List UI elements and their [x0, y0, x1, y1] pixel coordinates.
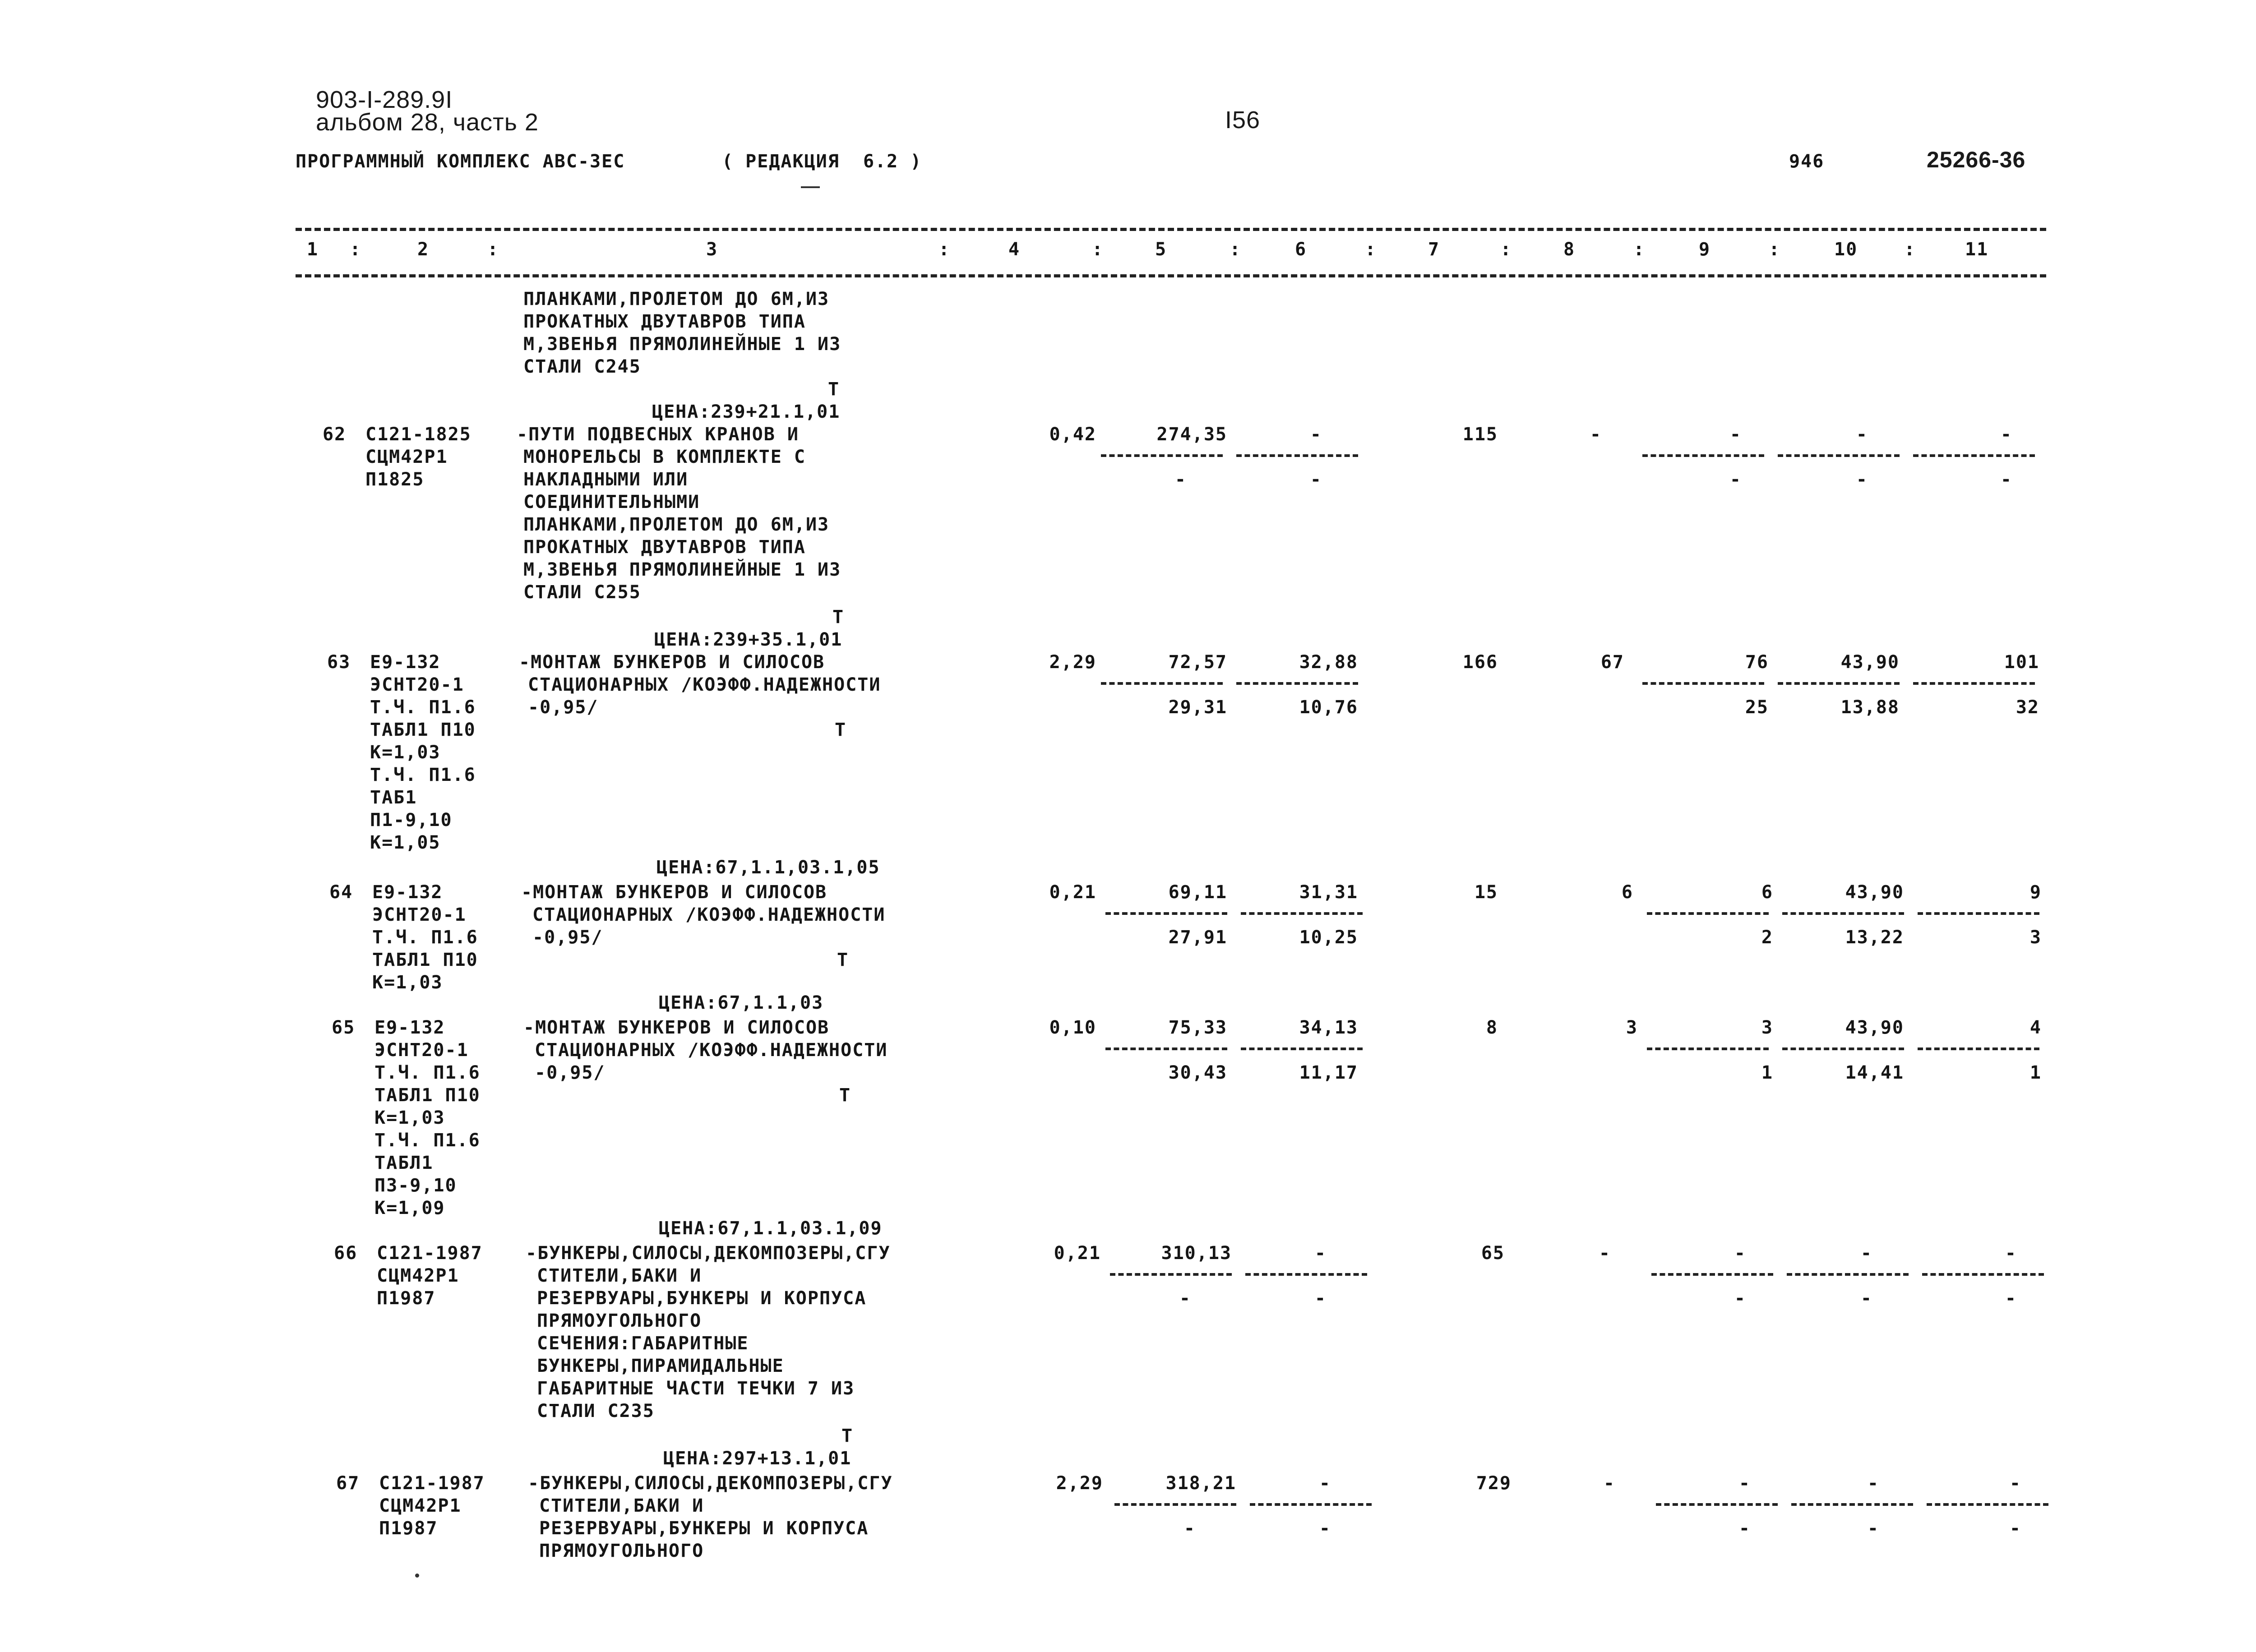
cell-col10-lower: 13,88: [1840, 697, 1900, 718]
row-code-line: Т.Ч. П1.6: [370, 765, 476, 785]
row-t-mark: Т: [839, 1085, 851, 1106]
row-t-mark: Т: [835, 720, 847, 740]
fraction-line: [1105, 912, 1227, 915]
cell-col11-lower: 1: [2029, 1062, 2042, 1083]
column-separator: :: [1230, 239, 1242, 260]
column-separator: :: [487, 239, 499, 260]
row-desc-line: СТАЦИОНАРНЫХ /КОЭФФ.НАДЕЖНОСТИ: [528, 674, 881, 695]
cell-col6-lower: -: [1314, 1288, 1327, 1309]
row-code-line: С121-1987: [377, 1243, 483, 1264]
row-desc-line: БУНКЕРЫ,ПИРАМИДАЛЬНЫЕ: [537, 1356, 784, 1376]
cell-col8: -: [1599, 1243, 1611, 1264]
cell-col9: -: [1738, 1473, 1751, 1494]
cell-col10: 43,90: [1840, 652, 1900, 673]
fraction-line: [1656, 1503, 1778, 1506]
carry-desc-line: ПЛАНКАМИ,ПРОЛЕТОМ ДО 6М,ИЗ: [523, 289, 830, 309]
cell-col10-lower: -: [1867, 1518, 1879, 1539]
row-desc-line: -БУНКЕРЫ,СИЛОСЫ,ДЕКОМПОЗЕРЫ,СГУ: [528, 1473, 893, 1494]
cell-col9: 3: [1761, 1017, 1773, 1038]
fraction-line: [1245, 1273, 1367, 1276]
cell-col11-lower: -: [2005, 1288, 2017, 1309]
row-desc-line: -БУНКЕРЫ,СИЛОСЫ,ДЕКОМПОЗЕРЫ,СГУ: [526, 1243, 891, 1264]
cell-col6: 32,88: [1299, 652, 1358, 673]
row-code-line: ТАБ1: [370, 787, 417, 808]
cell-col5-lower: -: [1174, 469, 1187, 490]
cell-col11: -: [2009, 1473, 2021, 1494]
cell-col6: -: [1314, 1243, 1327, 1264]
row-number: 63: [327, 652, 351, 673]
row-desc-line: -0,95/: [532, 927, 603, 948]
cell-col7: 15: [1474, 882, 1498, 903]
row-desc-line: СТАЛИ С235: [537, 1401, 655, 1421]
fraction-line: [1101, 682, 1223, 685]
cell-col4: 0,21: [1049, 882, 1096, 903]
column-header-1: 1: [307, 239, 319, 260]
fraction-line: [1791, 1503, 1913, 1506]
cell-col5: 274,35: [1156, 424, 1227, 445]
fraction-line: [1782, 912, 1904, 915]
cell-col5: 318,21: [1165, 1473, 1236, 1494]
cell-col9-lower: -: [1738, 1518, 1751, 1539]
row-desc-line: СТАЦИОНАРНЫХ /КОЭФФ.НАДЕЖНОСТИ: [535, 1040, 888, 1061]
row-code-line: ЭСНТ20-1: [374, 1040, 469, 1061]
cell-col10-lower: 14,41: [1845, 1062, 1904, 1083]
row-code-line: ТАБЛ1 П10: [370, 720, 476, 740]
cell-col11-lower: -: [2009, 1518, 2021, 1539]
cell-col5: 69,11: [1168, 882, 1227, 903]
cell-col8: 3: [1626, 1017, 1638, 1038]
cell-col9: -: [1729, 424, 1742, 445]
row-desc-line: ПРЯМОУГОЛЬНОГО: [537, 1311, 702, 1331]
row-code-line: Е9-132: [370, 652, 441, 673]
row-t-mark: Т: [832, 607, 845, 628]
row-code-line: С121-1987: [379, 1473, 485, 1494]
cell-col10: -: [1860, 1243, 1872, 1264]
cell-col6-lower: 10,76: [1299, 697, 1358, 718]
fraction-line: [1101, 454, 1223, 457]
column-header-3: 3: [706, 239, 718, 260]
cell-col9-lower: -: [1734, 1288, 1746, 1309]
row-code-line: К=1,03: [374, 1107, 445, 1128]
row-desc-line: -ПУТИ ПОДВЕСНЫХ КРАНОВ И: [517, 424, 799, 445]
row-desc-line: СТАЛИ С255: [523, 582, 641, 603]
cell-col9-lower: 25: [1745, 697, 1769, 718]
cell-col5-lower: -: [1179, 1288, 1191, 1309]
cell-col10-lower: -: [1860, 1288, 1872, 1309]
cell-col8: 6: [1621, 882, 1633, 903]
column-header-11: 11: [1965, 239, 1989, 260]
row-desc-line: ПРОКАТНЫХ ДВУТАВРОВ ТИПА: [523, 537, 806, 558]
row-code-line: Т.Ч. П1.6: [370, 697, 476, 718]
row-code-line: ЭСНТ20-1: [372, 904, 467, 925]
column-header-8: 8: [1563, 239, 1576, 260]
column-separator: :: [1365, 239, 1377, 260]
row-code-line: К=1,03: [370, 742, 441, 763]
cell-col11: 4: [2029, 1017, 2042, 1038]
cell-col5: 72,57: [1168, 652, 1227, 673]
cell-col9: 76: [1745, 652, 1769, 673]
fraction-line: [1647, 912, 1769, 915]
cell-col11-lower: -: [2000, 469, 2012, 490]
fraction-line: [1642, 682, 1764, 685]
cell-col8: 67: [1600, 652, 1624, 673]
fraction-line: [1913, 682, 2035, 685]
column-header-5: 5: [1155, 239, 1167, 260]
row-desc-line: -МОНТАЖ БУНКЕРОВ И СИЛОСОВ: [523, 1017, 830, 1038]
cell-col5: 75,33: [1168, 1017, 1227, 1038]
row-price: ЦЕНА:67,1.1,03: [659, 992, 824, 1013]
fraction-line: [1236, 682, 1358, 685]
fraction-line: [1913, 454, 2035, 457]
fraction-line: [1922, 1273, 2044, 1276]
cell-col6-lower: -: [1310, 469, 1322, 490]
page-number: I56: [1225, 106, 1261, 134]
scan-mark: [801, 186, 820, 188]
fraction-line: [1778, 682, 1900, 685]
fraction-line: [1105, 1047, 1227, 1050]
row-desc-line: СТИТЕЛИ,БАКИ И: [539, 1495, 704, 1516]
cell-col6: -: [1310, 424, 1322, 445]
row-price: ЦЕНА:239+35.1,01: [654, 629, 843, 650]
row-desc-line: -0,95/: [528, 697, 599, 718]
cell-col7: 115: [1462, 424, 1498, 445]
cell-col8: -: [1590, 424, 1602, 445]
row-code-line: ЭСНТ20-1: [370, 674, 464, 695]
fraction-line: [1647, 1047, 1769, 1050]
fraction-line: [1918, 1047, 2039, 1050]
cell-col11: -: [2000, 424, 2012, 445]
cell-col11-lower: 32: [2016, 697, 2039, 718]
row-desc-line: ПЛАНКАМИ,ПРОЛЕТОМ ДО 6М,ИЗ: [523, 514, 830, 535]
row-desc-line: ГАБАРИТНЫЕ ЧАСТИ ТЕЧКИ 7 ИЗ: [537, 1378, 855, 1399]
cell-col11-lower: 3: [2029, 927, 2042, 948]
row-desc-line: -МОНТАЖ БУНКЕРОВ И СИЛОСОВ: [519, 652, 825, 673]
cell-col4: 0,10: [1049, 1017, 1096, 1038]
document-code: 903-I-289.9I: [316, 86, 453, 113]
row-desc-line: НАКЛАДНЫМИ ИЛИ: [523, 469, 689, 490]
row-desc-line: МОНОРЕЛЬСЫ В КОМПЛЕКТЕ С: [523, 447, 806, 467]
fraction-line: [1651, 1273, 1773, 1276]
row-desc-line: СОЕДИНИТЕЛЬНЫМИ: [523, 492, 700, 512]
row-code-line: СЦМ42Р1: [379, 1495, 462, 1516]
row-code-line: СЦМ42Р1: [377, 1265, 459, 1286]
cell-col6-lower: -: [1319, 1518, 1331, 1539]
cell-col4: 2,29: [1056, 1473, 1103, 1494]
cell-col9-lower: 2: [1761, 927, 1773, 948]
fraction-line: [1241, 1047, 1363, 1050]
row-desc-line: РЕЗЕРВУАРЫ,БУНКЕРЫ И КОРПУСА: [537, 1288, 867, 1309]
row-code-line: ТАБЛ1 П10: [374, 1085, 481, 1106]
document-number: 25266-36: [1927, 147, 2026, 172]
row-t-mark: Т: [841, 1426, 854, 1446]
column-separator: :: [1769, 239, 1781, 260]
sheet-number: 946: [1789, 151, 1825, 172]
row-code-line: П1825: [365, 469, 425, 490]
album-reference: альбом 28, часть 2: [316, 109, 539, 136]
table-header-rule: [296, 274, 2046, 277]
cell-col6: 34,13: [1299, 1017, 1358, 1038]
row-code-line: Т.Ч. П1.6: [374, 1130, 481, 1151]
row-code-line: П3-9,10: [374, 1175, 457, 1196]
fraction-line: [1236, 454, 1358, 457]
row-number: 66: [334, 1243, 358, 1264]
cell-col5-lower: -: [1183, 1518, 1196, 1539]
cell-col10-lower: -: [1856, 469, 1868, 490]
cell-col9: 6: [1761, 882, 1773, 903]
column-separator: :: [1500, 239, 1512, 260]
cell-col10: 43,90: [1845, 882, 1904, 903]
column-header-6: 6: [1295, 239, 1307, 260]
row-code-line: К=1,03: [372, 972, 443, 993]
cell-col8: -: [1603, 1473, 1615, 1494]
column-separator: :: [938, 239, 951, 260]
row-code-line: П1987: [377, 1288, 436, 1309]
row-number: 67: [336, 1473, 360, 1494]
carry-t-mark: Т: [828, 379, 840, 400]
cell-col11: 101: [2004, 652, 2039, 673]
fraction-line: [1250, 1503, 1372, 1506]
cell-col10-lower: 13,22: [1845, 927, 1904, 948]
edition-label: ( РЕДАКЦИЯ 6.2 ): [722, 151, 922, 172]
row-desc-line: ПРЯМОУГОЛЬНОГО: [539, 1541, 704, 1561]
column-separator: :: [1633, 239, 1646, 260]
column-separator: :: [1904, 239, 1916, 260]
cell-col4: 2,29: [1049, 652, 1096, 673]
row-desc-line: -МОНТАЖ БУНКЕРОВ И СИЛОСОВ: [521, 882, 828, 903]
row-code-line: С121-1825: [365, 424, 472, 445]
table-top-rule: [296, 228, 2046, 231]
row-code-line: ТАБЛ1 П10: [372, 950, 478, 970]
cell-col7: 8: [1486, 1017, 1498, 1038]
cell-col5-lower: 29,31: [1168, 697, 1227, 718]
row-desc-line: СТИТЕЛИ,БАКИ И: [537, 1265, 702, 1286]
row-price: ЦЕНА:67,1.1,03.1,05: [656, 857, 880, 878]
row-code-line: П1-9,10: [370, 810, 453, 831]
row-desc-line: -0,95/: [535, 1062, 606, 1083]
column-header-9: 9: [1699, 239, 1711, 260]
cell-col11: 9: [2029, 882, 2042, 903]
fraction-line: [1927, 1503, 2048, 1506]
row-code-line: СЦМ42Р1: [365, 447, 448, 467]
row-code-line: Е9-132: [374, 1017, 445, 1038]
row-number: 65: [332, 1017, 356, 1038]
carry-desc-line: СТАЛИ С245: [523, 356, 641, 377]
fraction-line: [1114, 1503, 1236, 1506]
column-header-10: 10: [1834, 239, 1858, 260]
cell-col7: 729: [1476, 1473, 1512, 1494]
column-header-2: 2: [417, 239, 430, 260]
cell-col6-lower: 11,17: [1299, 1062, 1358, 1083]
carry-desc-line: М,ЗВЕНЬЯ ПРЯМОЛИНЕЙНЫЕ 1 ИЗ: [523, 334, 841, 355]
row-price: ЦЕНА:297+13.1,01: [663, 1448, 852, 1469]
row-price: ЦЕНА:67,1.1,03.1,09: [659, 1218, 883, 1239]
fraction-line: [1778, 454, 1900, 457]
cell-col4: 0,21: [1054, 1243, 1101, 1264]
cell-col9: -: [1734, 1243, 1746, 1264]
carry-desc-line: ПРОКАТНЫХ ДВУТАВРОВ ТИПА: [523, 311, 806, 332]
row-number: 62: [323, 424, 347, 445]
row-code-line: Е9-132: [372, 882, 443, 903]
fraction-line: [1782, 1047, 1904, 1050]
row-code-line: Т.Ч. П1.6: [372, 927, 478, 948]
cell-col7: 166: [1462, 652, 1498, 673]
cell-col10: -: [1856, 424, 1868, 445]
row-code-line: К=1,05: [370, 832, 441, 853]
program-name: ПРОГРАММНЫЙ КОМПЛЕКС АВС-ЗЕС: [296, 151, 625, 172]
cell-col7: 65: [1481, 1243, 1505, 1264]
column-header-7: 7: [1428, 239, 1440, 260]
cell-col9-lower: 1: [1761, 1062, 1773, 1083]
cell-col5-lower: 27,91: [1168, 927, 1227, 948]
cell-col6: -: [1319, 1473, 1331, 1494]
fraction-line: [1642, 454, 1764, 457]
column-separator: :: [1092, 239, 1104, 260]
row-code-line: Т.Ч. П1.6: [374, 1062, 481, 1083]
row-number: 64: [329, 882, 353, 903]
row-desc-line: РЕЗЕРВУАРЫ,БУНКЕРЫ И КОРПУСА: [539, 1518, 869, 1539]
column-header-4: 4: [1008, 239, 1021, 260]
row-code-line: П1987: [379, 1518, 438, 1539]
row-code-line: К=1,09: [374, 1198, 445, 1218]
fraction-line: [1241, 912, 1363, 915]
cell-col9-lower: -: [1729, 469, 1742, 490]
fraction-line: [1787, 1273, 1909, 1276]
row-desc-line: СЕЧЕНИЯ:ГАБАРИТНЫЕ: [537, 1333, 749, 1354]
cell-col11: -: [2005, 1243, 2017, 1264]
cell-col4: 0,42: [1049, 424, 1096, 445]
row-t-mark: Т: [837, 950, 849, 970]
cell-col5: 310,13: [1161, 1243, 1232, 1264]
row-desc-line: М,ЗВЕНЬЯ ПРЯМОЛИНЕЙНЫЕ 1 ИЗ: [523, 559, 841, 580]
cell-col6: 31,31: [1299, 882, 1358, 903]
fraction-line: [1918, 912, 2039, 915]
row-desc-line: СТАЦИОНАРНЫХ /КОЭФФ.НАДЕЖНОСТИ: [532, 904, 886, 925]
scan-speck: [415, 1574, 419, 1578]
cell-col10: 43,90: [1845, 1017, 1904, 1038]
fraction-line: [1110, 1273, 1232, 1276]
row-code-line: ТАБЛ1: [374, 1153, 434, 1173]
carry-price: ЦЕНА:239+21.1,01: [652, 401, 841, 422]
cell-col6-lower: 10,25: [1299, 927, 1358, 948]
cell-col10: -: [1867, 1473, 1879, 1494]
column-separator: :: [350, 239, 362, 260]
cell-col5-lower: 30,43: [1168, 1062, 1227, 1083]
